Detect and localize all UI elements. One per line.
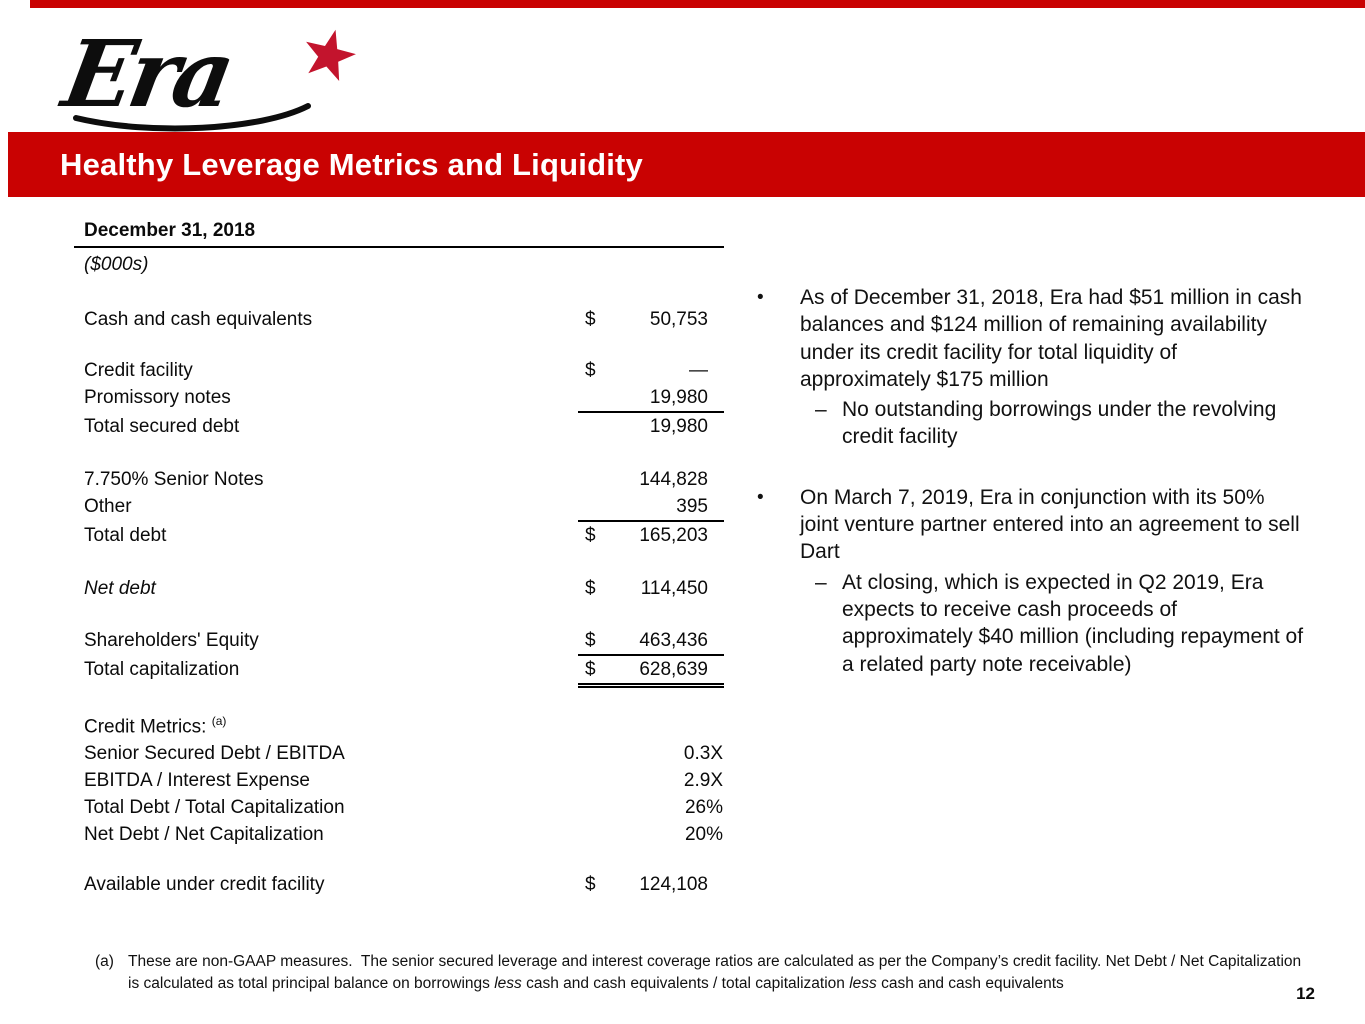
table-row-ebitda-interest bbox=[74, 767, 724, 794]
table-row-senior-notes bbox=[74, 466, 724, 493]
credit-metrics-heading bbox=[74, 708, 724, 740]
title-banner bbox=[8, 132, 1365, 197]
table-row-promissory-notes bbox=[74, 384, 724, 413]
credit-metrics-label: Credit Metrics: bbox=[84, 716, 207, 738]
row-value: 26% bbox=[684, 797, 723, 819]
row-value: 144,828 bbox=[639, 469, 708, 490]
table-row-total-secured-debt bbox=[74, 413, 724, 440]
row-value: 50,753 bbox=[649, 309, 708, 330]
bullet-text: As of December 31, 2018, Era had $51 million in cash balances and $124 million of remaining availability under its credit facility for total liquidity of approximately $175 million bbox=[800, 286, 1302, 391]
dollar-sign: $ bbox=[585, 360, 596, 381]
dollar-sign: $ bbox=[585, 578, 596, 599]
row-label: Shareholders' Equity bbox=[84, 630, 259, 651]
bullet-text: On March 7, 2019, Era in conjunction with its 50% joint venture partner entered into an agreement to sell Dart bbox=[800, 485, 1300, 564]
row-label: Credit facility bbox=[84, 360, 193, 381]
row-value: 165,203 bbox=[639, 525, 708, 546]
row-label: EBITDA / Interest Expense bbox=[84, 770, 310, 792]
row-value: 19,980 bbox=[649, 387, 708, 408]
era-logo-text: Era bbox=[55, 24, 238, 128]
table-header-date: December 31, 2018 bbox=[74, 216, 724, 248]
row-label: Senior Secured Debt / EBITDA bbox=[84, 743, 345, 765]
table-row-shareholders-equity bbox=[74, 627, 724, 656]
row-value: 395 bbox=[676, 496, 708, 517]
page-number: 12 bbox=[1296, 984, 1315, 1003]
row-label: Total capitalization bbox=[84, 659, 240, 680]
row-value: — bbox=[689, 360, 708, 381]
sub-bullet-text: At closing, which is expected in Q2 2019, Era expects to receive cash proceeds of approximately $40 million (including repayment of a related party note receivable) bbox=[842, 570, 1304, 676]
row-value: 124,108 bbox=[639, 874, 708, 896]
table-row-netdebt-netcap bbox=[74, 821, 724, 848]
row-label: 7.750% Senior Notes bbox=[84, 469, 264, 490]
table-row-credit-facility bbox=[74, 357, 724, 384]
era-logo bbox=[46, 24, 386, 136]
footnote-segment-italic: less bbox=[849, 974, 877, 992]
sub-bullet-item-closing bbox=[815, 569, 1312, 678]
bullet-item-dart-sale bbox=[752, 484, 1312, 566]
sub-bullet-text: No outstanding borrowings under the revolving credit facility bbox=[842, 398, 1277, 449]
row-label: Total secured debt bbox=[84, 416, 240, 437]
table-row-available-credit bbox=[74, 871, 724, 898]
top-accent-bar bbox=[30, 0, 1365, 8]
footnote bbox=[95, 951, 1305, 994]
row-value: 0.3X bbox=[683, 743, 723, 765]
credit-metrics-footnote-ref: (a) bbox=[211, 714, 227, 728]
table-row-total-debt bbox=[74, 522, 724, 549]
page-title: Healthy Leverage Metrics and Liquidity bbox=[60, 146, 643, 182]
dash-marker-icon: – bbox=[815, 398, 827, 422]
dollar-sign: $ bbox=[585, 630, 596, 651]
era-logo-graphic bbox=[46, 24, 386, 136]
row-label: Total debt bbox=[84, 525, 167, 546]
dollar-sign: $ bbox=[585, 874, 596, 896]
footnote-segment: cash and cash equivalents / total capitalization bbox=[521, 974, 850, 992]
row-label: Net Debt / Net Capitalization bbox=[84, 824, 324, 846]
footnote-text bbox=[128, 951, 1305, 994]
row-label: Available under credit facility bbox=[84, 874, 325, 896]
dollar-sign: $ bbox=[585, 659, 596, 680]
row-label: Cash and cash equivalents bbox=[84, 309, 313, 330]
row-value: 19,980 bbox=[649, 416, 708, 437]
dollar-sign: $ bbox=[585, 309, 596, 330]
footnote-marker: (a) bbox=[95, 953, 114, 970]
footnote-segment: These are non-GAAP measures. The senior secured leverage and interest coverage ratios are calculated as per the Company’s credit facility. Net Debt / Net Capitalization is calculated as total principal balance on borrowings bbox=[128, 953, 1306, 992]
row-label: Promissory notes bbox=[84, 387, 231, 408]
row-value: 2.9X bbox=[683, 770, 723, 792]
table-row-debt-capitalization bbox=[74, 794, 724, 821]
dollar-sign: $ bbox=[585, 525, 596, 546]
row-value: 114,450 bbox=[640, 578, 708, 599]
table-subheader-units: ($000s) bbox=[84, 254, 149, 275]
row-value: 463,436 bbox=[639, 630, 708, 651]
footnote-segment-italic: less bbox=[494, 974, 522, 992]
row-label: Net debt bbox=[84, 578, 156, 599]
dash-marker-icon: – bbox=[815, 570, 827, 594]
table-row-other bbox=[74, 493, 724, 522]
row-value: 20% bbox=[684, 824, 723, 846]
bullet-marker-icon: • bbox=[757, 486, 764, 508]
table-row-ssd-ebitda bbox=[74, 740, 724, 767]
financial-table bbox=[74, 216, 724, 898]
era-star-icon bbox=[299, 24, 361, 83]
bullet-list bbox=[752, 284, 1312, 678]
sub-bullet-item-borrowings bbox=[815, 396, 1312, 451]
bullet-item-liquidity bbox=[752, 284, 1312, 393]
row-label: Total Debt / Total Capitalization bbox=[84, 797, 345, 819]
bullet-marker-icon: • bbox=[757, 287, 764, 308]
row-value: 628,639 bbox=[639, 659, 708, 680]
table-row-cash bbox=[74, 306, 724, 333]
table-row-total-capitalization bbox=[74, 656, 724, 688]
table-row-net-debt bbox=[74, 575, 724, 602]
row-label: Other bbox=[84, 496, 132, 517]
footnote-segment: cash and cash equivalents bbox=[876, 974, 1064, 992]
